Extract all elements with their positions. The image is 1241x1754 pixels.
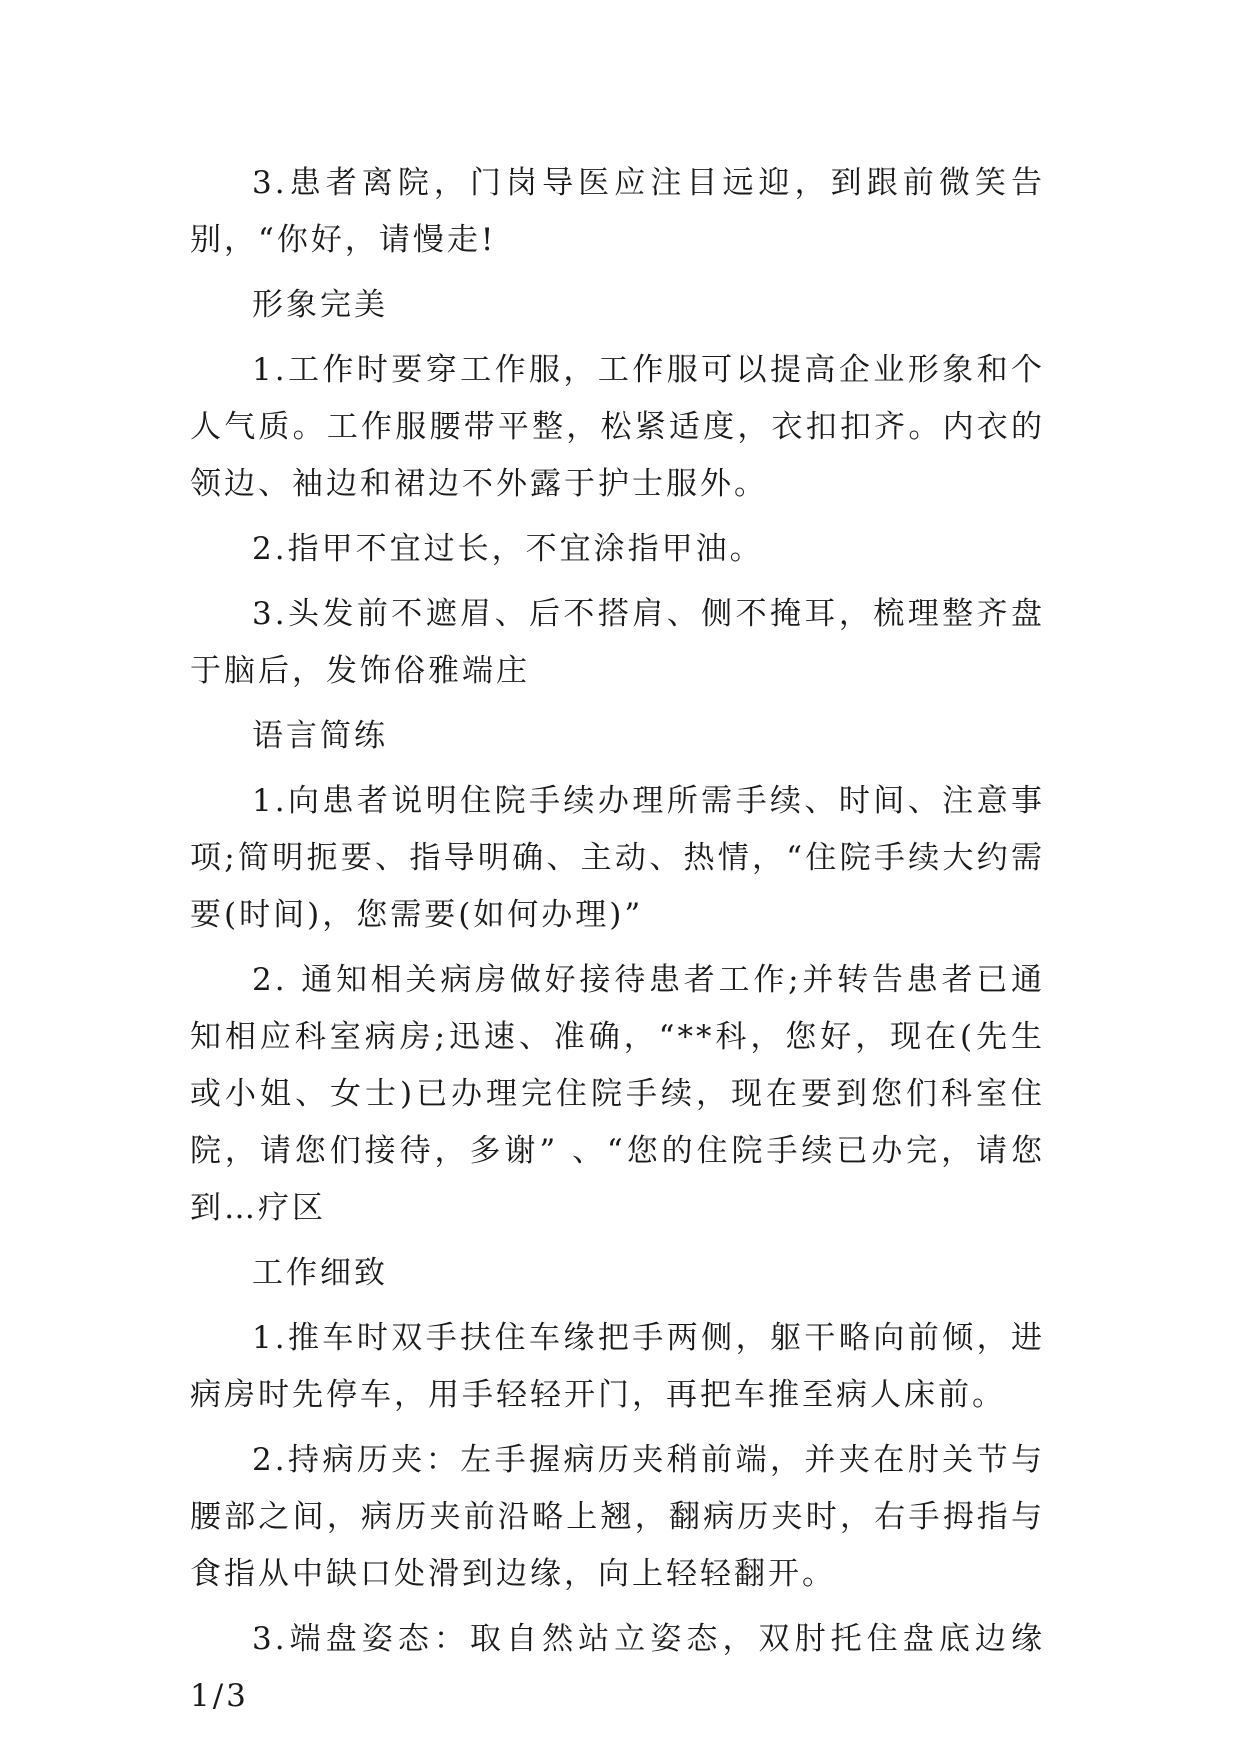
paragraph-uniform: 1.工作时要穿工作服，工作服可以提高企业形象和个人气质。工作服腰带平整，松紧适度，衣扣扣齐。内衣的领边、袖边和裙边不外露于护士服外。 bbox=[190, 352, 1045, 502]
paragraph-hair: 3.头发前不遮眉、后不搭肩、侧不掩耳，梳理整齐盘于脑后，发饰俗雅端庄 bbox=[190, 596, 1045, 689]
section-heading-image: 形象完美 bbox=[252, 287, 388, 323]
paragraph-pushing-cart: 1.推车时双手扶住车缘把手两侧，躯干略向前倾，进病房时先停车，用手轻轻开门，再把车推至病人床前。 bbox=[190, 1320, 1045, 1413]
paragraph-tray-posture: 3.端盘姿态：取自然站立姿态，双肘托住盘底边缘1/3 bbox=[190, 1621, 1045, 1714]
paragraph-discharge-farewell: 3.患者离院，门岗导医应注目远迎，到跟前微笑告别，“你好，请慢走! bbox=[190, 165, 1045, 258]
paragraph-admission-explanation: 1.向患者说明住院手续办理所需手续、时间、注意事项;简明扼要、指导明确、主动、热情，“住院手续大约需要(时间)，您需要(如何办理)” bbox=[190, 783, 1045, 933]
document-body bbox=[190, 155, 1045, 1733]
section-heading-work: 工作细致 bbox=[252, 1255, 388, 1291]
paragraph-holding-chart: 2.持病历夹：左手握病历夹稍前端，并夹在肘关节与腰部之间，病历夹前沿略上翘，翻病历夹时，右手拇指与食指从中缺口处滑到边缘，向上轻轻翻开。 bbox=[190, 1442, 1045, 1592]
paragraph-ward-notification: 2. 通知相关病房做好接待患者工作;并转告患者已通知相应科室病房;迅速、准确，“**科，您好，现在(先生或小姐、女士)已办理完住院手续，现在要到您们科室住院，请您们接待，多谢” 、“您的住院手续已办完，请您到…疗区 bbox=[190, 962, 1045, 1226]
paragraph-nails: 2.指甲不宜过长，不宜涂指甲油。 bbox=[252, 531, 764, 567]
section-heading-language: 语言简练 bbox=[252, 718, 388, 754]
